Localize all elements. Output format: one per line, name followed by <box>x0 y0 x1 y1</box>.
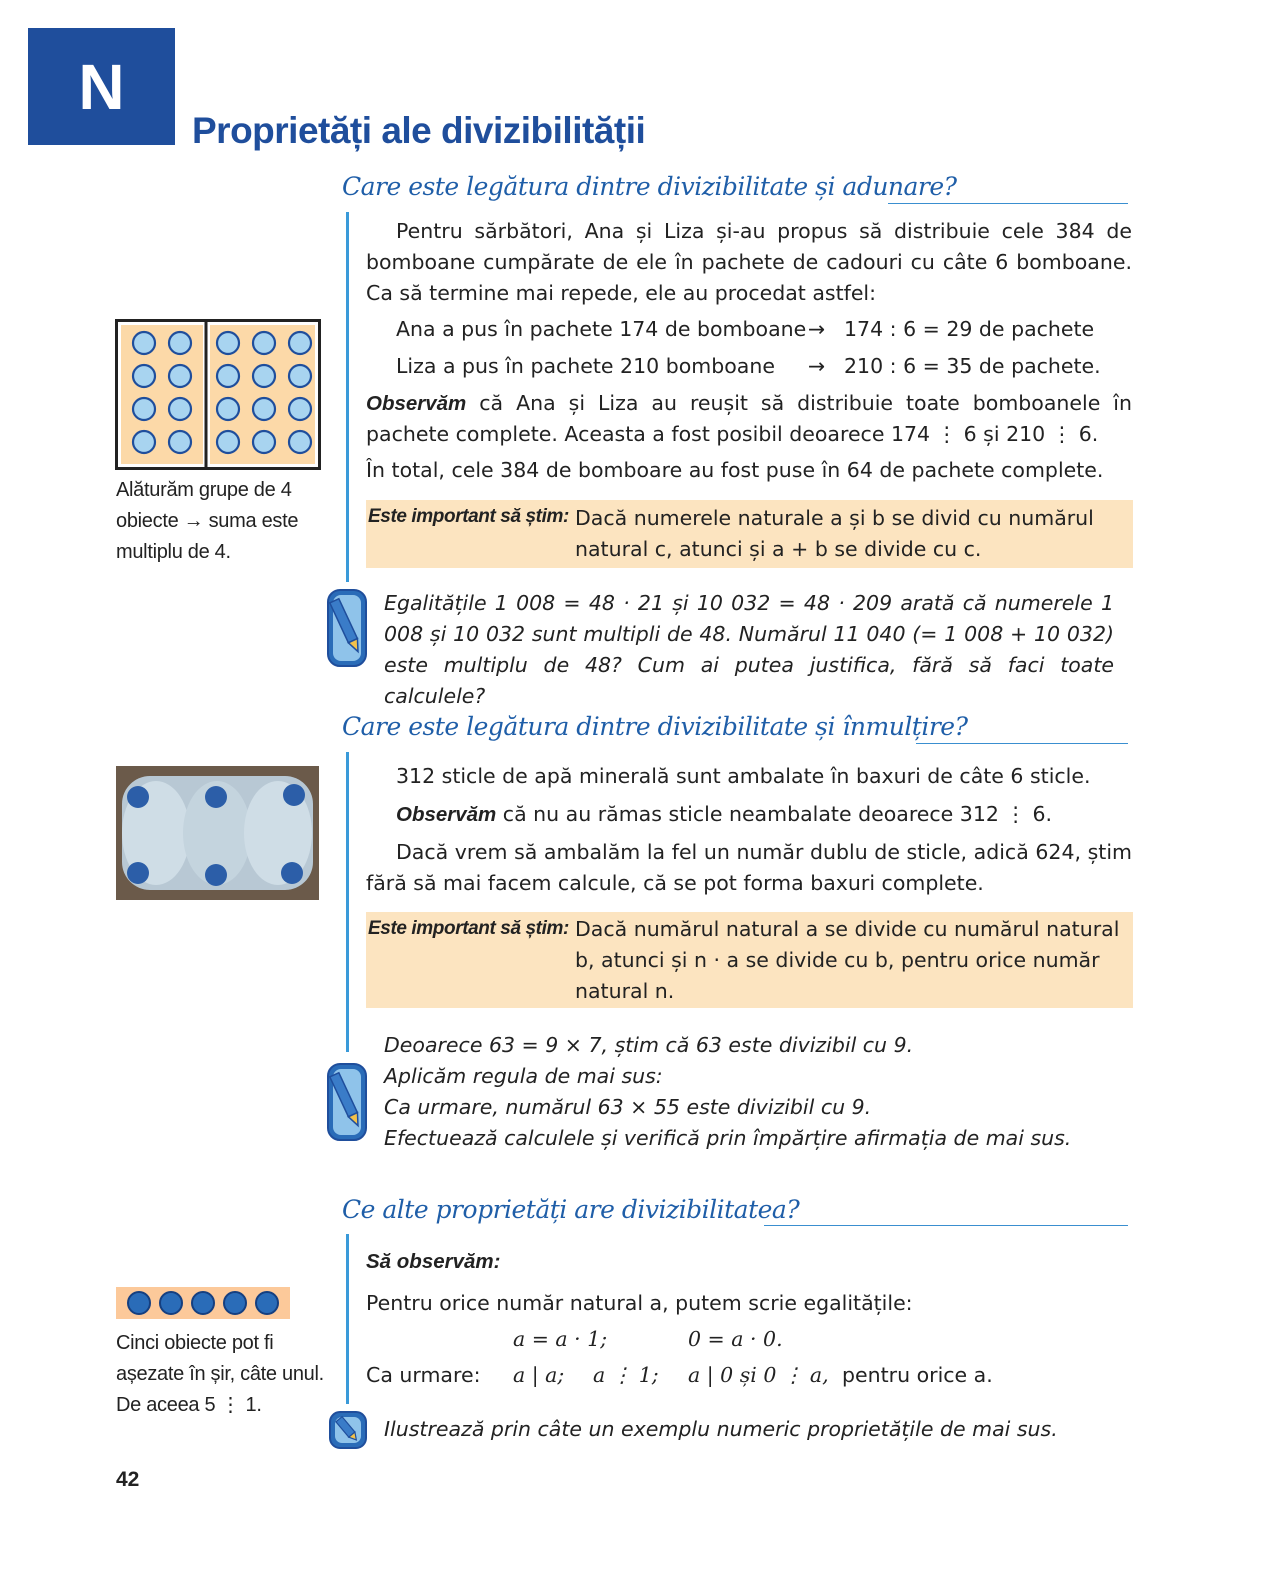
section3-line1: Pentru orice număr natural a, putem scrie egalitățile: <box>366 1291 913 1315</box>
section2-line1: 312 sticle de apă minerală sunt ambalate în baxuri de câte 6 sticle. <box>396 764 1091 788</box>
important-label-1: Este important să știm: <box>368 506 569 527</box>
section2-para: Dacă vrem să ambalăm la fel un număr dublu de sticle, adică 624, știm fără să mai facem calcule, că se pot forma baxuri complete. <box>366 840 1132 895</box>
section2-rule <box>916 743 1128 744</box>
conclusion-1: a | a; <box>513 1363 565 1387</box>
important-label-2: Este important să știm: <box>368 918 569 939</box>
section2-note1: Deoarece 63 = 9 × 7, știm că 63 este divizibil cu 9. <box>384 1033 914 1057</box>
observe-label: Observăm <box>366 392 467 415</box>
section3-observe: Să observăm: <box>366 1250 501 1273</box>
pencil-icon <box>328 1410 368 1450</box>
conclusion-3: a | 0 și 0 ⋮ a, <box>688 1363 829 1387</box>
section3-title: Ce alte proprietăți are divizibilitatea? <box>342 1195 800 1224</box>
section2-note2: Aplicăm regula de mai sus: <box>384 1064 663 1088</box>
section3-rule <box>764 1225 1128 1226</box>
important-1-line2: natural c, atunci și a + b se divide cu c. <box>575 537 982 561</box>
section1-total: În total, cele 384 de bomboare au fost puse în 64 de pachete complete. <box>366 458 1104 482</box>
row2-right: 210 : 6 = 35 de pachete. <box>844 354 1101 378</box>
row2-arrow: → <box>808 354 826 378</box>
section2-bar <box>346 752 349 1052</box>
conclusion-label: Ca urmare: <box>366 1363 481 1387</box>
section2-title: Care este legătura dintre divizibilitate și înmulțire? <box>342 712 968 741</box>
important-box-2 <box>366 912 1133 1008</box>
important-2-line2: b, atunci și n · a se divide cu b, pentru orice număr <box>575 948 1100 972</box>
section1-note: Egalitățile 1 008 = 48 · 21 și 10 032 = 48 · 209 arată că numerele 1 008 și 10 032 sunt multipli de 48. Numărul 11 040 (= 1 008 + 10 032) este multiplu de 48? Cum ai putea justifica, fără să faci toate calculele? <box>384 591 1114 708</box>
section1-observe <box>366 388 1132 450</box>
section1-intro: Pentru sărbători, Ana și Liza și-au propus să distribuie cele 384 de bomboane cumpărate de ele în pachete de cadouri cu câte 6 bomboane. Ca să termine mai repede, ele au procedat astfel: <box>366 219 1132 305</box>
important-box-1 <box>366 500 1133 568</box>
row2-left: Liza a pus în pachete 210 bomboane <box>396 354 775 378</box>
section1-bar <box>346 212 349 582</box>
caption-3: Cinci obiecte pot fi așezate în șir, câte unul. De aceea 5 ⋮ 1. <box>116 1332 324 1416</box>
candy-box-figure <box>115 319 321 470</box>
pencil-icon <box>326 1062 368 1142</box>
section2-note4: Efectuează calculele și verifică prin împărțire afirmația de mai sus. <box>384 1126 1072 1150</box>
row1-right: 174 : 6 = 29 de pachete <box>844 317 1095 341</box>
observe-text-2: că nu au rămas sticle neambalate deoarece 312 ⋮ 6. <box>496 802 1053 826</box>
important-1-line1: Dacă numerele naturale a și b se divid cu numărul <box>575 506 1094 530</box>
section3-bar <box>346 1234 349 1404</box>
observe-text: că Ana și Liza au reușit să distribuie toate bomboanele în pachete complete. Aceasta a fost posibil deoarece 174 ⋮ 6 și 210 ⋮ 6. <box>366 391 1132 446</box>
caption-1: Alăturăm grupe de 4 obiecte → suma este multiplu de 4. <box>116 479 299 563</box>
section1-rule <box>888 203 1128 204</box>
eq2: 0 = a · 0. <box>688 1327 783 1351</box>
eq1: a = a · 1; <box>513 1327 608 1351</box>
bottles-photo <box>116 766 319 900</box>
observe-label-2: Observăm <box>396 803 497 826</box>
important-2-line3: natural n. <box>575 979 675 1003</box>
section3-note: Ilustrează prin câte un exemplu numeric proprietățile de mai sus. <box>384 1417 1058 1441</box>
section2-note3: Ca urmare, numărul 63 × 55 este divizibil cu 9. <box>384 1095 872 1119</box>
important-2-line1: Dacă numărul natural a se divide cu numărul natural <box>575 917 1120 941</box>
chapter-letter: N <box>78 50 125 123</box>
section1-title: Care este legătura dintre divizibilitate și adunare? <box>342 172 957 201</box>
chapter-letter-box <box>28 28 175 145</box>
section2-observe <box>396 799 1136 830</box>
conclusion-2: a ⋮ 1; <box>593 1363 659 1387</box>
page-number: 42 <box>116 1468 140 1491</box>
conclusion-4: pentru orice a. <box>842 1363 993 1387</box>
page-title: Proprietăți ale divizibilității <box>192 110 646 151</box>
pencil-icon <box>326 588 368 668</box>
row1-left: Ana a pus în pachete 174 de bomboane <box>396 317 807 341</box>
five-circles-figure <box>116 1287 290 1319</box>
row1-arrow: → <box>808 317 826 341</box>
